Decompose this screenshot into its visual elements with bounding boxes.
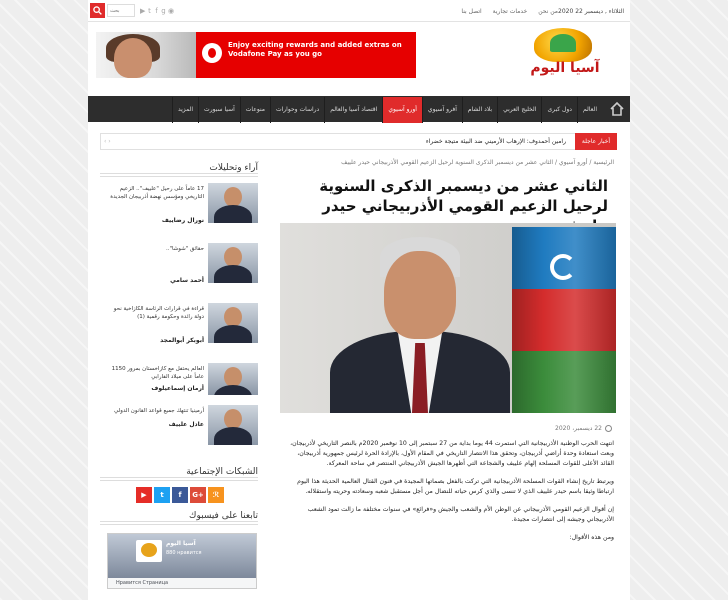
search-icon (93, 6, 102, 15)
top-links (448, 8, 558, 15)
page-container (88, 0, 630, 600)
google-plus-icon[interactable]: G+ (190, 487, 206, 503)
youtube-icon[interactable]: ▶ (136, 487, 152, 503)
search-button[interactable] (90, 3, 105, 18)
link-services[interactable]: خدمات تجارية (492, 8, 528, 15)
clock-icon (605, 425, 612, 432)
facebook-widget[interactable] (100, 529, 258, 589)
facebook-likes: 880 нравится (166, 550, 202, 556)
nav-item-misc[interactable]: منوعات (240, 97, 270, 123)
opinion-author[interactable]: أحمد سامي (170, 277, 204, 284)
breaking-news-label: أخبار عاجلة (575, 133, 617, 150)
opinion-title[interactable]: قراءة في قرارات الرئاسة الكازاخية نحو دولة رائدة وحكومة رقمية (1) (113, 306, 204, 320)
nav-item-sport[interactable]: آسيا سبورت (198, 97, 240, 123)
breadcrumb[interactable]: الرئيسية / أورو آسيوي / الثاني عشر من ديسمبر الذكرى السنوية لرحيل الزعيم القومي الأذربيجاني حيدر علييف (341, 159, 614, 166)
facebook-page-name[interactable]: آسيا اليوم (166, 540, 196, 547)
nav-item-levant[interactable]: بلاد الشام (462, 97, 497, 123)
opinion-author[interactable]: نورال رضاييف (161, 217, 204, 224)
author-photo[interactable] (208, 363, 258, 395)
opinion-title[interactable]: حقائق "شوشا".. (165, 246, 204, 252)
nav-item-more[interactable]: المزيد (172, 97, 198, 123)
azerbaijan-flag (512, 227, 616, 413)
opinion-item[interactable] (100, 359, 258, 399)
opinion-title[interactable]: 17 عاماً على رحيل "علييف".. الزعيم التاريخي ومؤسس نهضة أذربيجان الجديدة (110, 186, 204, 200)
link-about[interactable]: من نحن (538, 8, 558, 15)
article-body (284, 439, 614, 551)
opinion-item[interactable] (100, 239, 258, 297)
facebook-icon[interactable]: f (172, 487, 188, 503)
facebook-icon[interactable]: f (155, 7, 160, 15)
breaking-news-text[interactable]: رامين أحمدوف: الإرهاب الأرميني ضد البيئة متيجة خضراء (425, 138, 566, 145)
nav-item-afro-asian[interactable]: آفرو آسيوي (422, 97, 462, 123)
article-hero-image (280, 223, 616, 413)
search-input[interactable] (107, 4, 135, 17)
nav-items (172, 96, 602, 122)
opinion-author[interactable]: أبوبكر أبوالمجد (160, 337, 204, 344)
home-icon (604, 96, 630, 122)
opinion-item[interactable] (100, 299, 258, 357)
youtube-icon[interactable]: ▶ (140, 7, 148, 15)
nav-item-gulf[interactable]: الخليج العربي (497, 97, 541, 123)
portrait (320, 233, 520, 413)
article (278, 159, 618, 541)
current-date: الثلاثاء , ديسمبر 22 2020 (558, 8, 624, 15)
nav-item-world[interactable]: العالم (577, 97, 602, 123)
paragraph: ويرتبط تاريخ إنشاء القوات المسلحة الأذربيجانية التي تركت بالفعل بصماتها المجيدة في فنون القتال العالمية الحديثة هذا اليوم ارتباطا وثيقا باسم حيدر علييف الذي لا تنسى والذي كرس حياته للنضال من أجل مستقبل شعبه وسعادته وحريته واستقلاله. (297, 478, 614, 495)
vodafone-ad-banner[interactable] (96, 32, 416, 78)
opinion-item[interactable] (100, 401, 258, 459)
paragraph: ومن هذه الأقوال: (569, 534, 614, 541)
ad-photo (96, 32, 196, 78)
logo-text: آسيا اليوم (530, 60, 600, 76)
social-networks-heading: الشبكات الإجتماعية (100, 467, 258, 481)
facebook-like-button[interactable]: Нравится Страница (108, 578, 257, 588)
breaking-news-bar (100, 133, 617, 150)
facebook-heading: تابعنا على فيسبوك (100, 511, 258, 525)
rss-icon[interactable]: ◉ (168, 7, 177, 15)
paragraph: إن أقوال الزعيم القومي الأذربيجاني عن الوطن الأم والشعب والجيش و«فرائع» في سنوات مختلفة ما زالت تمود الشعب الأذربيجاني وجيشه إلى انتصارات مجيدة. (307, 506, 614, 523)
article-title: الثاني عشر من ديسمبر الذكرى السنوية لرحيل الزعيم القومي الأذربيجاني حيدر (319, 177, 608, 215)
main-nav (88, 96, 630, 122)
top-bar (88, 0, 630, 22)
article-meta (282, 425, 612, 432)
google-plus-icon[interactable]: g (161, 7, 168, 15)
nav-item-major-countries[interactable]: دول كبرى (541, 97, 577, 123)
home-button[interactable] (604, 96, 630, 122)
opinion-item[interactable] (100, 179, 258, 237)
twitter-icon[interactable]: t (154, 487, 170, 503)
opinion-title[interactable]: أرمينيا تنتهك جميع قواعد القانون الدولي (114, 408, 204, 414)
link-contact[interactable]: اتصل بنا (461, 8, 482, 15)
site-logo[interactable] (512, 26, 618, 86)
paragraph: انتهت الحرب الوطنية الأذربيجانية التي استمرت 44 يوما بداية من 27 سبتمبر إلى 10 نوفمبر 2020م بالنصر التاريخي لأذربيجان، وبعث استعادة وحدة أراضي أذربيجان، وتحقق هذا الانتصار التاريخي في المقام الأول، بالإرادة الحرة لرئيس جمهورية أذربيجان، القائد الأعلى للقوات المسلحة إلهام علييف والشجاعة التي أظهرها الجيش الأذربيجاني المنتصر في ساحة المعركة. (290, 440, 614, 467)
rss-icon[interactable]: ℛ (208, 487, 224, 503)
nav-item-studies[interactable]: دراسات وحوارات (270, 97, 324, 123)
ticker-arrows-icon[interactable]: ‹ › (104, 138, 111, 145)
twitter-icon[interactable]: t (148, 7, 153, 15)
vodafone-logo-icon (202, 43, 222, 63)
social-networks (100, 481, 258, 505)
author-photo[interactable] (208, 183, 258, 223)
page-logo-icon[interactable] (136, 540, 162, 562)
nav-item-euro-asian[interactable]: أورو آسيوي (382, 97, 422, 123)
ad-text: Enjoy exciting rewards and added extras on Vodafone Pay as you go (228, 41, 402, 58)
article-date: 22 ديسمبر، 2020 (555, 425, 602, 432)
author-photo[interactable] (208, 243, 258, 283)
opinions-heading: آراء وتحليلات (100, 163, 258, 177)
opinion-author[interactable]: عادل علييف (168, 421, 204, 428)
top-social-icons (140, 7, 175, 15)
opinion-title[interactable]: العالم يحتفل مع كازاخستان بمرور 1150 عاماً على ميلاد الفارابي (111, 366, 204, 380)
sidebar (100, 163, 258, 589)
nav-item-economy[interactable]: اقتصاد آسيا والعالم (324, 97, 382, 123)
author-photo[interactable] (208, 303, 258, 343)
author-photo[interactable] (208, 405, 258, 445)
opinion-author[interactable]: أرمان إسماعيلوف (151, 385, 204, 392)
